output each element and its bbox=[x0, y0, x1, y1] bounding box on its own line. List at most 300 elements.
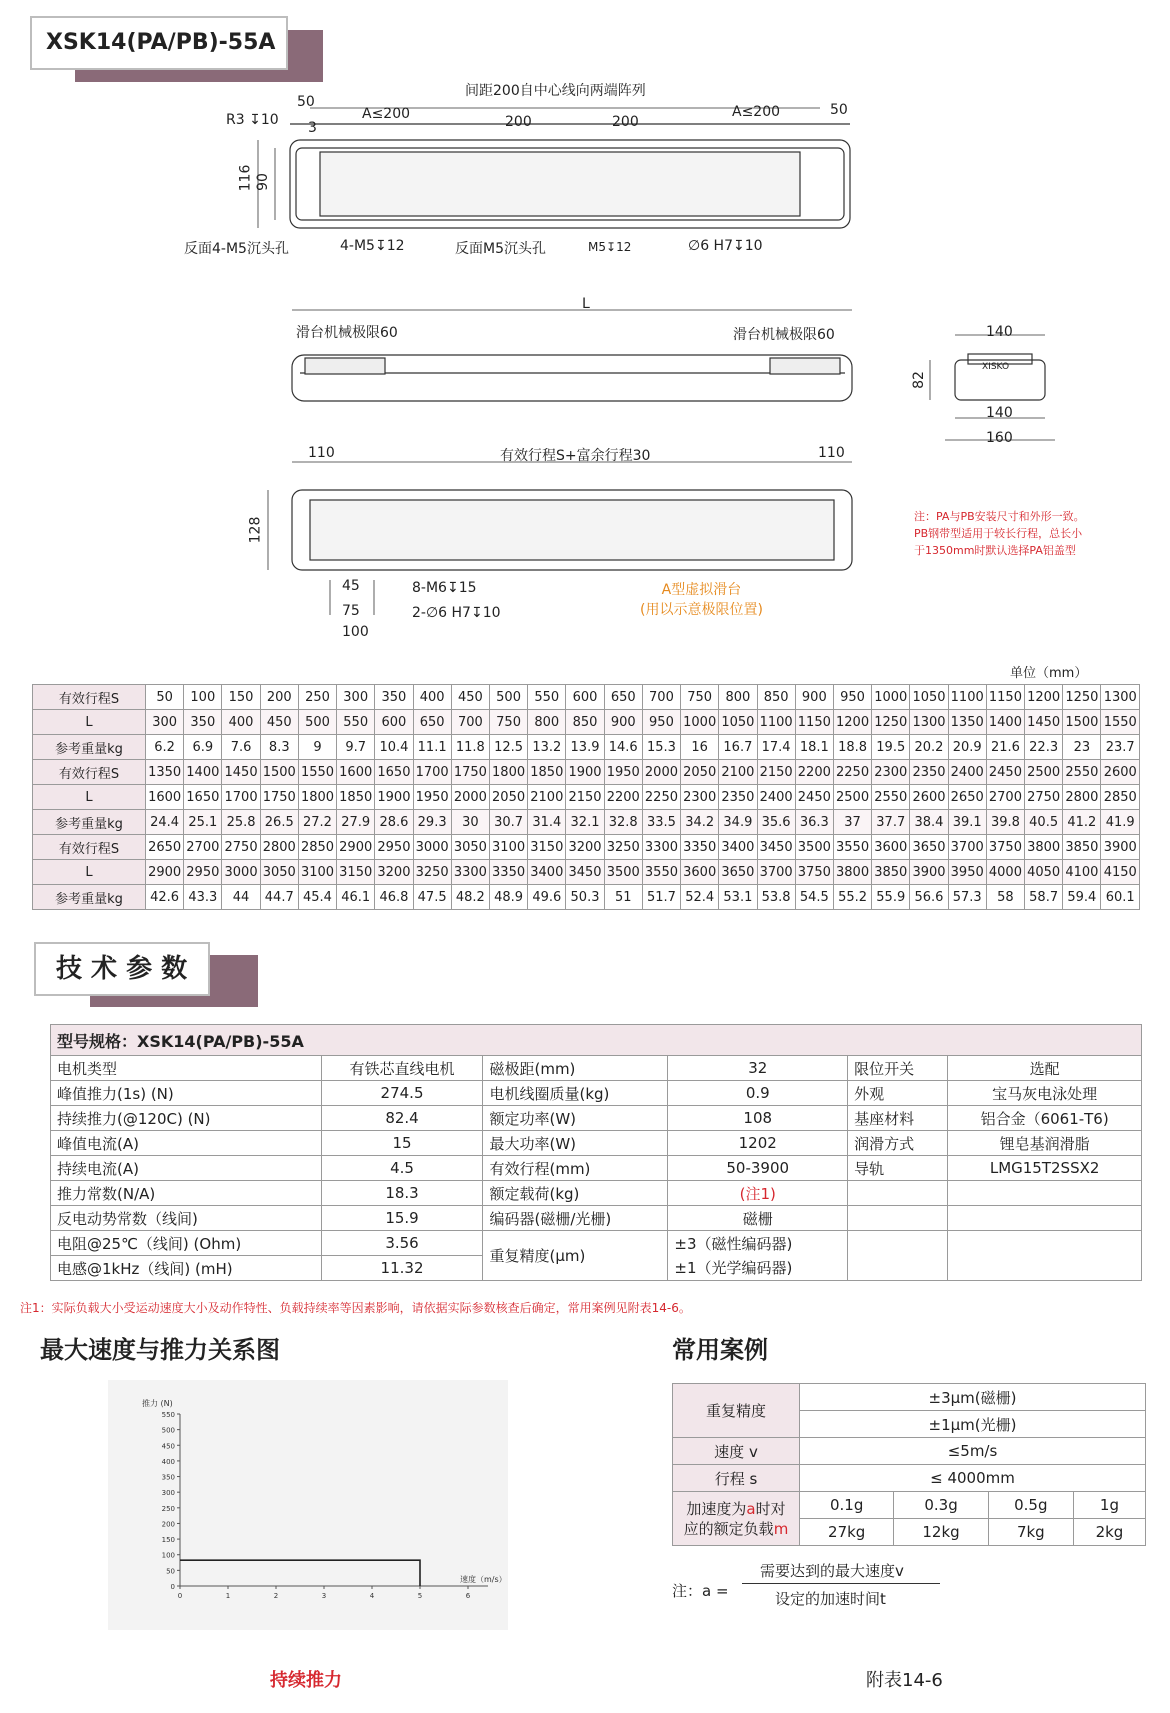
spec-cell: 持续推力(@120C) (N) bbox=[51, 1106, 322, 1131]
stroke-cell: 3700 bbox=[757, 860, 795, 885]
stroke-cell: 900 bbox=[604, 710, 642, 735]
stroke-cell: 3650 bbox=[910, 835, 948, 860]
stroke-cell: 2150 bbox=[566, 785, 604, 810]
x-axis-label: 速度（m/s） bbox=[460, 1575, 507, 1584]
stroke-cell: 44.7 bbox=[260, 885, 298, 910]
stroke-cell: 1550 bbox=[1101, 710, 1140, 735]
spec-cell: LMG15T2SSX2 bbox=[948, 1156, 1142, 1181]
stroke-cell: 250 bbox=[298, 685, 336, 710]
stroke-cell: 900 bbox=[795, 685, 833, 710]
stroke-cell: 4050 bbox=[1025, 860, 1063, 885]
spec-cell: 峰值推力(1s) (N) bbox=[51, 1081, 322, 1106]
footnote: 注1：实际负载大小受运动速度大小及动作特性、负载持续率等因素影响，请依据实际参数核查后确定，常用案例见附表14-6。 bbox=[20, 1301, 691, 1315]
stroke-cell: 34.2 bbox=[681, 810, 719, 835]
stroke-cell: 1050 bbox=[719, 710, 757, 735]
stroke-cell: 56.6 bbox=[910, 885, 948, 910]
case-cell: 速度 v bbox=[673, 1438, 800, 1465]
stroke-cell: 2450 bbox=[795, 785, 833, 810]
stroke-row-label: L bbox=[33, 710, 146, 735]
stroke-cell: 2650 bbox=[146, 835, 184, 860]
stroke-cell: 3900 bbox=[910, 860, 948, 885]
stroke-cell: 3150 bbox=[528, 835, 566, 860]
case-cell: 0.5g bbox=[988, 1492, 1073, 1519]
spec-cell: 铝合金（6061-T6) bbox=[948, 1106, 1142, 1131]
stroke-cell: 55.2 bbox=[833, 885, 871, 910]
spec-cell: 外观 bbox=[848, 1081, 948, 1106]
stroke-cell: 1850 bbox=[337, 785, 375, 810]
spec-cell: 基座材料 bbox=[848, 1106, 948, 1131]
stroke-cell: 58 bbox=[986, 885, 1024, 910]
brand-logo: XISKO bbox=[982, 362, 1010, 372]
stroke-cell: 42.6 bbox=[146, 885, 184, 910]
y-tick-label: 550 bbox=[161, 1411, 175, 1419]
chart-title: 最大速度与推力关系图 bbox=[40, 1336, 280, 1364]
spec-cell: 4.5 bbox=[321, 1156, 483, 1181]
case-cell: 1g bbox=[1073, 1492, 1145, 1519]
page-label: 附表14-6 bbox=[866, 1670, 943, 1691]
stroke-cell: 37 bbox=[833, 810, 871, 835]
stroke-cell: 28.6 bbox=[375, 810, 413, 835]
stroke-row-label: 有效行程S bbox=[33, 835, 146, 860]
stroke-cell: 450 bbox=[260, 710, 298, 735]
stroke-cell: 41.2 bbox=[1063, 810, 1101, 835]
spacing-note: 间距200自中心线向两端阵列 bbox=[465, 83, 646, 99]
label-back-4m5: 反面4-M5沉头孔 bbox=[184, 241, 289, 257]
stroke-cell: 44 bbox=[222, 885, 260, 910]
stroke-cell: 2000 bbox=[451, 785, 489, 810]
dim-75: 75 bbox=[342, 603, 360, 619]
y-tick-label: 200 bbox=[161, 1520, 175, 1529]
stroke-cell: 1500 bbox=[260, 760, 298, 785]
stroke-cell: 3200 bbox=[566, 835, 604, 860]
stroke-cell: 4100 bbox=[1063, 860, 1101, 885]
spec-cell: 润滑方式 bbox=[848, 1131, 948, 1156]
spec-cell: 导轨 bbox=[848, 1156, 948, 1181]
dim-160: 160 bbox=[986, 430, 1013, 446]
stroke-cell: 16.7 bbox=[719, 735, 757, 760]
stroke-cell: 57.3 bbox=[948, 885, 986, 910]
spec-cell: 限位开关 bbox=[848, 1056, 948, 1081]
stroke-cell: 2950 bbox=[375, 835, 413, 860]
stroke-cell: 25.8 bbox=[222, 810, 260, 835]
spec-cell: 磁栅 bbox=[668, 1206, 848, 1231]
stroke-cell: 1600 bbox=[337, 760, 375, 785]
stroke-cell: 1350 bbox=[146, 760, 184, 785]
stroke-cell: 400 bbox=[413, 685, 451, 710]
stroke-cell: 58.7 bbox=[1025, 885, 1063, 910]
stroke-cell: 850 bbox=[757, 685, 795, 710]
stroke-cell: 27.9 bbox=[337, 810, 375, 835]
stroke-cell: 3400 bbox=[719, 835, 757, 860]
stroke-cell: 50 bbox=[146, 685, 184, 710]
stroke-cell: 22.3 bbox=[1025, 735, 1063, 760]
spec-cell: 32 bbox=[668, 1056, 848, 1081]
spec-cell: 选配 bbox=[948, 1056, 1142, 1081]
stroke-cell: 1000 bbox=[872, 685, 910, 710]
stroke-cell: 21.6 bbox=[986, 735, 1024, 760]
spec-cell: 3.56 bbox=[321, 1231, 483, 1256]
label-back-m5: 反面M5沉头孔 bbox=[455, 241, 546, 257]
stroke-cell: 10.4 bbox=[375, 735, 413, 760]
stroke-cell: 3100 bbox=[489, 835, 527, 860]
stroke-cell: 550 bbox=[528, 685, 566, 710]
stroke-cell: 2300 bbox=[872, 760, 910, 785]
spec-cell: 11.32 bbox=[321, 1256, 483, 1281]
stroke-cell: 950 bbox=[833, 685, 871, 710]
stroke-cell: 1800 bbox=[298, 785, 336, 810]
stroke-cell: 25.1 bbox=[184, 810, 222, 835]
stroke-cell: 35.6 bbox=[757, 810, 795, 835]
spec-cell: 编码器(磁栅/光栅) bbox=[483, 1206, 668, 1231]
chart-caption: 持续推力 bbox=[270, 1670, 342, 1691]
stroke-cell: 39.8 bbox=[986, 810, 1024, 835]
stroke-cell: 20.9 bbox=[948, 735, 986, 760]
stroke-cell: 19.5 bbox=[872, 735, 910, 760]
stroke-cell: 1450 bbox=[222, 760, 260, 785]
stroke-cell: 2100 bbox=[719, 760, 757, 785]
spec-cell: 274.5 bbox=[321, 1081, 483, 1106]
dim-110-left: 110 bbox=[308, 445, 335, 461]
label-phi6: ∅6 H7↧10 bbox=[688, 238, 763, 254]
stroke-cell: 750 bbox=[489, 710, 527, 735]
stroke-cell: 3500 bbox=[795, 835, 833, 860]
spec-cell: 额定功率(W) bbox=[483, 1106, 668, 1131]
stroke-row-label: L bbox=[33, 860, 146, 885]
stroke-cell: 2700 bbox=[184, 835, 222, 860]
spec-cell: 电感@1kHz（线间) (mH) bbox=[51, 1256, 322, 1281]
stroke-cell: 3250 bbox=[604, 835, 642, 860]
spec-cell: 电机线圈质量(kg) bbox=[483, 1081, 668, 1106]
spec-cell: 持续电流(A) bbox=[51, 1156, 322, 1181]
stroke-cell: 1900 bbox=[375, 785, 413, 810]
dim-110-right: 110 bbox=[818, 445, 845, 461]
stroke-cell: 3650 bbox=[719, 860, 757, 885]
stroke-cell: 3450 bbox=[566, 860, 604, 885]
stroke-cell: 1100 bbox=[948, 685, 986, 710]
stroke-cell: 11.8 bbox=[451, 735, 489, 760]
stroke-cell: 350 bbox=[375, 685, 413, 710]
stroke-cell: 53.8 bbox=[757, 885, 795, 910]
stroke-cell: 3150 bbox=[337, 860, 375, 885]
spec-cell: 反电动势常数（线间) bbox=[51, 1206, 322, 1231]
stroke-cell: 2250 bbox=[833, 760, 871, 785]
stroke-cell: 1500 bbox=[1063, 710, 1101, 735]
stroke-cell: 3600 bbox=[681, 860, 719, 885]
dim-45: 45 bbox=[342, 578, 360, 594]
spec-cell: 有效行程(mm) bbox=[483, 1156, 668, 1181]
stroke-cell: 1750 bbox=[260, 785, 298, 810]
stroke-cell: 1350 bbox=[948, 710, 986, 735]
note-pa-pb: 注：PA与PB安装尺寸和外形一致。 PB钢带型适用于较长行程，总长小 于1350mm时默认选择PA铝盖型 bbox=[914, 510, 1085, 557]
stroke-cell: 1900 bbox=[566, 760, 604, 785]
spec-cell: ±3（磁性编码器) ±1（光学编码器) bbox=[668, 1231, 848, 1281]
stroke-cell: 2500 bbox=[833, 785, 871, 810]
stroke-cell: 51.7 bbox=[642, 885, 680, 910]
stroke-cell: 550 bbox=[337, 710, 375, 735]
stroke-cell: 3250 bbox=[413, 860, 451, 885]
stroke-cell: 51 bbox=[604, 885, 642, 910]
stroke-cell: 3800 bbox=[833, 860, 871, 885]
stroke-cell: 32.1 bbox=[566, 810, 604, 835]
stroke-cell: 3400 bbox=[528, 860, 566, 885]
stroke-cell: 800 bbox=[528, 710, 566, 735]
stroke-cell: 4000 bbox=[986, 860, 1024, 885]
case-cell: ≤ 4000mm bbox=[800, 1465, 1146, 1492]
label-4m5: 4-M5↧12 bbox=[340, 238, 405, 254]
stroke-cell: 1800 bbox=[489, 760, 527, 785]
stroke-cell: 600 bbox=[375, 710, 413, 735]
stroke-cell: 3350 bbox=[681, 835, 719, 860]
stroke-cell: 46.1 bbox=[337, 885, 375, 910]
stroke-cell: 2050 bbox=[681, 760, 719, 785]
stroke-cell: 300 bbox=[146, 710, 184, 735]
stroke-row-label: 参考重量kg bbox=[33, 810, 146, 835]
stroke-cell: 100 bbox=[184, 685, 222, 710]
stroke-cell: 1550 bbox=[298, 760, 336, 785]
stroke-cell: 24.4 bbox=[146, 810, 184, 835]
stroke-table bbox=[32, 684, 1140, 910]
stroke-cell: 2400 bbox=[948, 760, 986, 785]
stroke-cell: 3800 bbox=[1025, 835, 1063, 860]
x-tick-label: 2 bbox=[273, 1592, 279, 1600]
stroke-cell: 3850 bbox=[872, 860, 910, 885]
stroke-cell: 350 bbox=[184, 710, 222, 735]
stroke-cell: 3000 bbox=[413, 835, 451, 860]
stroke-cell: 49.6 bbox=[528, 885, 566, 910]
dim-50-left: 50 bbox=[297, 94, 315, 110]
spec-cell: 峰值电流(A) bbox=[51, 1131, 322, 1156]
stroke-cell: 17.4 bbox=[757, 735, 795, 760]
stroke-cell: 2750 bbox=[222, 835, 260, 860]
stroke-cell: 950 bbox=[642, 710, 680, 735]
limit-right: 滑台机械极限60 bbox=[733, 327, 835, 343]
stroke-cell: 500 bbox=[489, 685, 527, 710]
stroke-cell: 1950 bbox=[604, 760, 642, 785]
spec-cell: (注1) bbox=[668, 1181, 848, 1206]
formula-numerator: 需要达到的最大速度v bbox=[760, 1562, 904, 1580]
stroke-cell: 700 bbox=[451, 710, 489, 735]
spec-cell: 有铁芯直线电机 bbox=[321, 1056, 483, 1081]
stroke-cell: 150 bbox=[222, 685, 260, 710]
x-tick-label: 4 bbox=[369, 1592, 375, 1600]
stroke-cell: 2900 bbox=[146, 860, 184, 885]
case-cell: 加速度为a时对 应的额定负载m bbox=[673, 1492, 800, 1546]
y-tick-label: 50 bbox=[166, 1567, 175, 1576]
spec-table bbox=[50, 1024, 1142, 1281]
x-tick-label: 5 bbox=[417, 1592, 423, 1600]
y-tick-label: 300 bbox=[161, 1489, 175, 1498]
stroke-cell: 450 bbox=[451, 685, 489, 710]
spec-cell: 108 bbox=[668, 1106, 848, 1131]
r3-label: R3 ↧10 bbox=[226, 112, 279, 128]
stroke-cell: 23.7 bbox=[1101, 735, 1140, 760]
formula-line bbox=[742, 1583, 940, 1584]
stroke-cell: 30 bbox=[451, 810, 489, 835]
stroke-cell: 1300 bbox=[1101, 685, 1140, 710]
stroke-cell: 1850 bbox=[528, 760, 566, 785]
stroke-cell: 2650 bbox=[948, 785, 986, 810]
stroke-cell: 1750 bbox=[451, 760, 489, 785]
dim-140-top: 140 bbox=[986, 324, 1013, 340]
stroke-cell: 2600 bbox=[910, 785, 948, 810]
stroke-cell: 37.7 bbox=[872, 810, 910, 835]
stroke-cell: 700 bbox=[642, 685, 680, 710]
stroke-cell: 43.3 bbox=[184, 885, 222, 910]
stroke-cell: 1200 bbox=[833, 710, 871, 735]
spec-cell: 50-3900 bbox=[668, 1156, 848, 1181]
dim-50-right: 50 bbox=[830, 102, 848, 118]
stroke-cell: 2250 bbox=[642, 785, 680, 810]
stroke-cell: 400 bbox=[222, 710, 260, 735]
stroke-cell: 6.2 bbox=[146, 735, 184, 760]
stroke-cell: 12.5 bbox=[489, 735, 527, 760]
stroke-cell: 54.5 bbox=[795, 885, 833, 910]
y-tick-label: 400 bbox=[161, 1457, 175, 1466]
stroke-cell: 1450 bbox=[1025, 710, 1063, 735]
spec-cell bbox=[948, 1181, 1142, 1206]
stroke-label: 有效行程S+富余行程30 bbox=[500, 448, 651, 464]
stroke-cell: 2850 bbox=[298, 835, 336, 860]
stroke-cell: 2350 bbox=[719, 785, 757, 810]
stroke-cell: 3850 bbox=[1063, 835, 1101, 860]
stroke-cell: 39.1 bbox=[948, 810, 986, 835]
stroke-cell: 3000 bbox=[222, 860, 260, 885]
stroke-cell: 3900 bbox=[1101, 835, 1140, 860]
stroke-cell: 48.9 bbox=[489, 885, 527, 910]
spec-cell bbox=[948, 1206, 1142, 1231]
formula-prefix: 注：a = bbox=[672, 1582, 729, 1600]
stroke-cell: 2750 bbox=[1025, 785, 1063, 810]
stroke-cell: 1050 bbox=[910, 685, 948, 710]
y-tick-label: 450 bbox=[161, 1442, 175, 1451]
stroke-cell: 23 bbox=[1063, 735, 1101, 760]
stroke-cell: 13.2 bbox=[528, 735, 566, 760]
stroke-cell: 59.4 bbox=[1063, 885, 1101, 910]
stroke-cell: 18.1 bbox=[795, 735, 833, 760]
dim-140-bottom: 140 bbox=[986, 405, 1013, 421]
stroke-cell: 2700 bbox=[986, 785, 1024, 810]
stroke-cell: 3050 bbox=[451, 835, 489, 860]
spec-cell: 推力常数(N/A) bbox=[51, 1181, 322, 1206]
stroke-cell: 3200 bbox=[375, 860, 413, 885]
stroke-cell: 31.4 bbox=[528, 810, 566, 835]
stroke-cell: 34.9 bbox=[719, 810, 757, 835]
stroke-cell: 36.3 bbox=[795, 810, 833, 835]
stroke-cell: 1700 bbox=[222, 785, 260, 810]
stroke-cell: 1700 bbox=[413, 760, 451, 785]
stroke-cell: 2200 bbox=[604, 785, 642, 810]
spec-cell: 18.3 bbox=[321, 1181, 483, 1206]
case-cell: 7kg bbox=[988, 1519, 1073, 1546]
unit-label: 单位（mm） bbox=[1010, 666, 1088, 681]
dim-90: 90 bbox=[254, 173, 271, 191]
stroke-row-label: 有效行程S bbox=[33, 685, 146, 710]
y-tick-label: 350 bbox=[161, 1473, 175, 1482]
spec-cell: 电阻@25℃（线间) (Ohm) bbox=[51, 1231, 322, 1256]
case-cell: 27kg bbox=[800, 1519, 894, 1546]
formula-denominator: 设定的加速时间t bbox=[775, 1590, 886, 1608]
cases-table bbox=[672, 1383, 1146, 1546]
case-cell: 2kg bbox=[1073, 1519, 1145, 1546]
spec-cell: 额定载荷(kg) bbox=[483, 1181, 668, 1206]
stroke-cell: 650 bbox=[413, 710, 451, 735]
page-title: XSK14(PA/PB)-55A bbox=[30, 16, 288, 70]
spec-cell: 最大功率(W) bbox=[483, 1131, 668, 1156]
stroke-cell: 47.5 bbox=[413, 885, 451, 910]
stroke-cell: 3600 bbox=[872, 835, 910, 860]
stroke-cell: 48.2 bbox=[451, 885, 489, 910]
stroke-cell: 2500 bbox=[1025, 760, 1063, 785]
stroke-cell: 800 bbox=[719, 685, 757, 710]
stroke-cell: 600 bbox=[566, 685, 604, 710]
stroke-cell: 3550 bbox=[833, 835, 871, 860]
stroke-cell: 1400 bbox=[184, 760, 222, 785]
stroke-cell: 14.6 bbox=[604, 735, 642, 760]
stroke-cell: 2150 bbox=[757, 760, 795, 785]
stroke-cell: 3500 bbox=[604, 860, 642, 885]
y-tick-label: 250 bbox=[161, 1504, 175, 1513]
stroke-cell: 9.7 bbox=[337, 735, 375, 760]
x-tick-label: 3 bbox=[321, 1592, 327, 1600]
stroke-cell: 650 bbox=[604, 685, 642, 710]
stroke-cell: 33.5 bbox=[642, 810, 680, 835]
spec-cell bbox=[848, 1181, 948, 1206]
stroke-cell: 20.2 bbox=[910, 735, 948, 760]
stroke-cell: 15.3 bbox=[642, 735, 680, 760]
stroke-cell: 1950 bbox=[413, 785, 451, 810]
stroke-cell: 45.4 bbox=[298, 885, 336, 910]
tech-section-title: 技 术 参 数 bbox=[34, 942, 210, 996]
stroke-cell: 18.8 bbox=[833, 735, 871, 760]
stroke-cell: 1150 bbox=[986, 685, 1024, 710]
dim-82: 82 bbox=[910, 371, 927, 389]
stroke-cell: 9 bbox=[298, 735, 336, 760]
stroke-cell: 2950 bbox=[184, 860, 222, 885]
stroke-cell: 2300 bbox=[681, 785, 719, 810]
dim-200-b: 200 bbox=[612, 114, 639, 130]
stroke-cell: 30.7 bbox=[489, 810, 527, 835]
y-tick-label: 500 bbox=[161, 1426, 175, 1435]
stroke-cell: 200 bbox=[260, 685, 298, 710]
spec-cell: 宝马灰电泳处理 bbox=[948, 1081, 1142, 1106]
dim-a-right: A≤200 bbox=[732, 104, 781, 120]
stroke-cell: 3550 bbox=[642, 860, 680, 885]
case-cell: 12kg bbox=[894, 1519, 988, 1546]
spec-model-header: 型号规格：XSK14(PA/PB)-55A bbox=[51, 1025, 1142, 1056]
spec-cell: 82.4 bbox=[321, 1106, 483, 1131]
stroke-cell: 41.9 bbox=[1101, 810, 1140, 835]
stroke-cell: 60.1 bbox=[1101, 885, 1140, 910]
stroke-cell: 1250 bbox=[872, 710, 910, 735]
stroke-cell: 1300 bbox=[910, 710, 948, 735]
stroke-cell: 500 bbox=[298, 710, 336, 735]
stroke-cell: 53.1 bbox=[719, 885, 757, 910]
stroke-cell: 52.4 bbox=[681, 885, 719, 910]
case-cell: 重复精度 bbox=[673, 1384, 800, 1438]
case-cell: ±3μm(磁栅) bbox=[800, 1384, 1146, 1411]
force-speed-chart bbox=[108, 1380, 508, 1630]
stroke-cell: 1600 bbox=[146, 785, 184, 810]
stroke-cell: 3450 bbox=[757, 835, 795, 860]
stroke-cell: 8.3 bbox=[260, 735, 298, 760]
x-tick-label: 6 bbox=[465, 1592, 471, 1600]
stroke-cell: 300 bbox=[337, 685, 375, 710]
stroke-cell: 2800 bbox=[260, 835, 298, 860]
stroke-cell: 3100 bbox=[298, 860, 336, 885]
stroke-cell: 1400 bbox=[986, 710, 1024, 735]
stroke-cell: 2800 bbox=[1063, 785, 1101, 810]
stroke-cell: 11.1 bbox=[413, 735, 451, 760]
